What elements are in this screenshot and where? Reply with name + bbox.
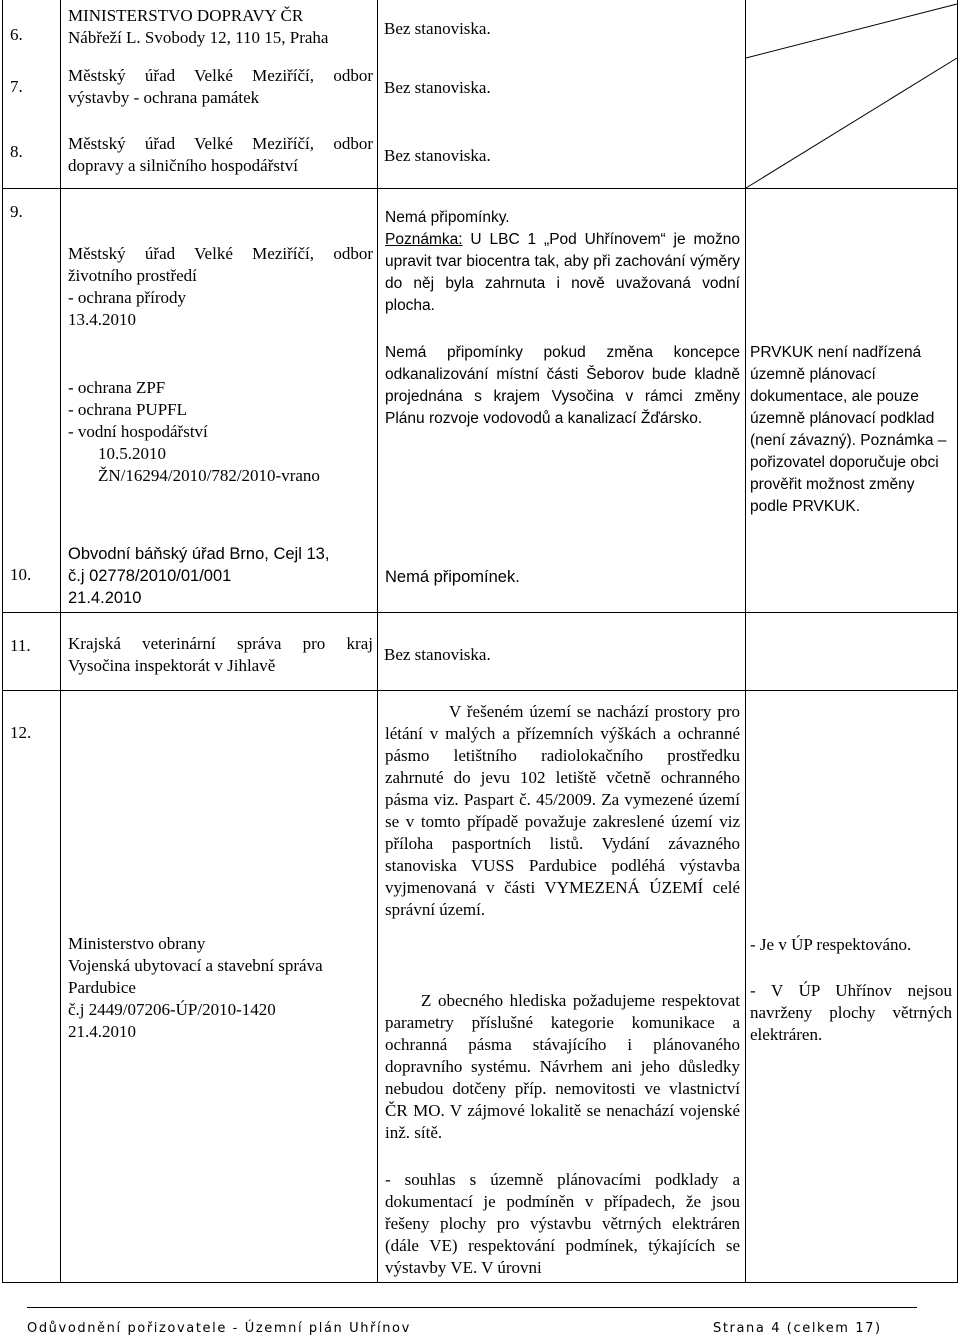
row-number: 7. — [10, 77, 23, 96]
row-number: 11. — [10, 636, 31, 655]
body-line: č.j 02778/2010/01/001 — [68, 567, 232, 585]
row-body — [68, 933, 373, 1043]
body-line: - vodní hospodářství — [68, 422, 208, 441]
body-line: 21.4.2010 — [68, 589, 142, 607]
response-paragraph-1: V řešeném území se nachází prostory pro létání v malých a přízemních výškách a ochranné pásmo letištního radiolokačního prostředku zahrnuté do jevu 102 letiště včetně ochranného pásma viz. Paspart č. 45/2009. Za vymezené území se v tomto případě považuje zakreslené území viz příloha pasportních listů. Vydání závazného stanoviska VUSS Pardubice podléhá výstavba vyjmenovaná v části VYMEZENÁ ÚZEMÍ celé správní území. — [385, 702, 740, 919]
row-body — [68, 5, 373, 49]
body-line: 10.5.2010 — [98, 444, 166, 463]
row-response: Bez stanoviska. — [384, 645, 491, 664]
row-comment: PRVKUK není nadřízená územně plánovací dokumentace, ale pouze územně plánovací podklad (není závazný). Poznámka – pořizovatel doporučuje obci prověřit možnost změny podle PRVKUK. — [750, 344, 947, 515]
row-response: Bez stanoviska. — [384, 19, 491, 38]
body-line: Vojenská ubytovací a stavební správa — [68, 956, 323, 975]
body-line: - ochrana přírody — [68, 288, 187, 307]
body-line: Městský úřad Velké Meziříčí, odbor — [68, 66, 373, 85]
row-response-b: Nemá připomínky pokud změna koncepce odkanalizování místní části Šeborov bude kladně projednána s krajem Vysočina v rámci změny Plánu rozvoje vodovodů a kanalizací Žďársko. — [385, 344, 740, 427]
body-line: Obvodní báňský úřad Brno, Cejl 13, — [68, 545, 330, 563]
note-text: U LBC 1 „Pod Uhřínovem“ je možno upravit tvar biocentra tak, aby při zachování výměry do něj byla zahrnuta i nově uvažovaná vodní plocha. — [385, 231, 740, 314]
row-response: Bez stanoviska. — [384, 146, 491, 165]
body-line: Městský úřad Velké Meziříčí, odbor — [68, 244, 373, 263]
body-line: Městský úřad Velké Meziříčí, odbor — [68, 134, 373, 153]
body-line: MINISTERSTVO DOPRAVY ČR — [68, 6, 304, 25]
row-response — [385, 207, 740, 317]
body-line: - ochrana PUPFL — [68, 400, 187, 419]
footer-title: Odůvodnění pořizovatele - Územní plán Uhřínov — [27, 1321, 411, 1336]
row-number: 12. — [10, 723, 32, 742]
body-line: Pardubice — [68, 978, 136, 997]
body-line: Nábřeží L. Svobody 12, 110 15, Praha — [68, 28, 329, 47]
footer-page-number: Strana 4 (celkem 17) — [713, 1321, 882, 1336]
body-line: dopravy a silničního hospodářství — [68, 156, 298, 175]
row-number: 6. — [10, 25, 23, 44]
row-number: 9. — [10, 202, 23, 221]
row-number: 8. — [10, 142, 23, 161]
row-number: 10. — [10, 565, 32, 584]
body-line: 21.4.2010 — [68, 1022, 136, 1041]
response-paragraph-2: Z obecného hlediska požadujeme respektovat parametry příslušné kategorie komunikace a ochranná pásma stávajícího i plánovaného dopravního systému. Návrhem ani jeho důsledky nebudou dotčeny příp. nemovitosti ve vlastnictví ČR MO. V zájmové lokalitě se nenachází vojenské inž. sítě. — [385, 991, 740, 1142]
row-body — [68, 133, 373, 177]
row-response: Nemá připomínek. — [385, 568, 520, 586]
row-body — [68, 243, 373, 331]
note-label: Poznámka: — [385, 231, 463, 248]
response-note — [385, 229, 740, 317]
response-paragraph-3: - souhlas s územně plánovacími podklady a dokumentací je podmíněn v případech, že jsou řešeny plochy pro výstavbu větrných elektráren (dále VE) respektování podmínek, týkajících se výstavby VE. V úrovni — [385, 1170, 740, 1277]
row-body — [68, 65, 373, 109]
response-line: Nemá připomínky. — [385, 209, 510, 226]
body-line: - ochrana ZPF — [68, 378, 166, 397]
body-line: Krajská veterinární správa pro kraj — [68, 634, 373, 653]
body-line: č.j 2449/07206-ÚP/2010-1420 — [68, 1000, 276, 1019]
body-line: ŽN/16294/2010/782/2010-vrano — [98, 466, 320, 485]
row-response: Bez stanoviska. — [384, 78, 491, 97]
body-line: Ministerstvo obrany — [68, 934, 206, 953]
body-line: životního prostředí — [68, 266, 197, 285]
row-comment-2: - V ÚP Uhřínov nejsou navrženy plochy větrných elektráren. — [750, 981, 952, 1044]
body-line: 13.4.2010 — [68, 310, 136, 329]
row-comment-1: - Je v ÚP respektováno. — [750, 935, 912, 954]
row-body-b — [68, 377, 373, 487]
row-body — [68, 543, 373, 609]
body-line: výstavby - ochrana památek — [68, 88, 260, 107]
row-body — [68, 633, 373, 677]
body-line: Vysočina inspektorát v Jihlavě — [68, 656, 276, 675]
